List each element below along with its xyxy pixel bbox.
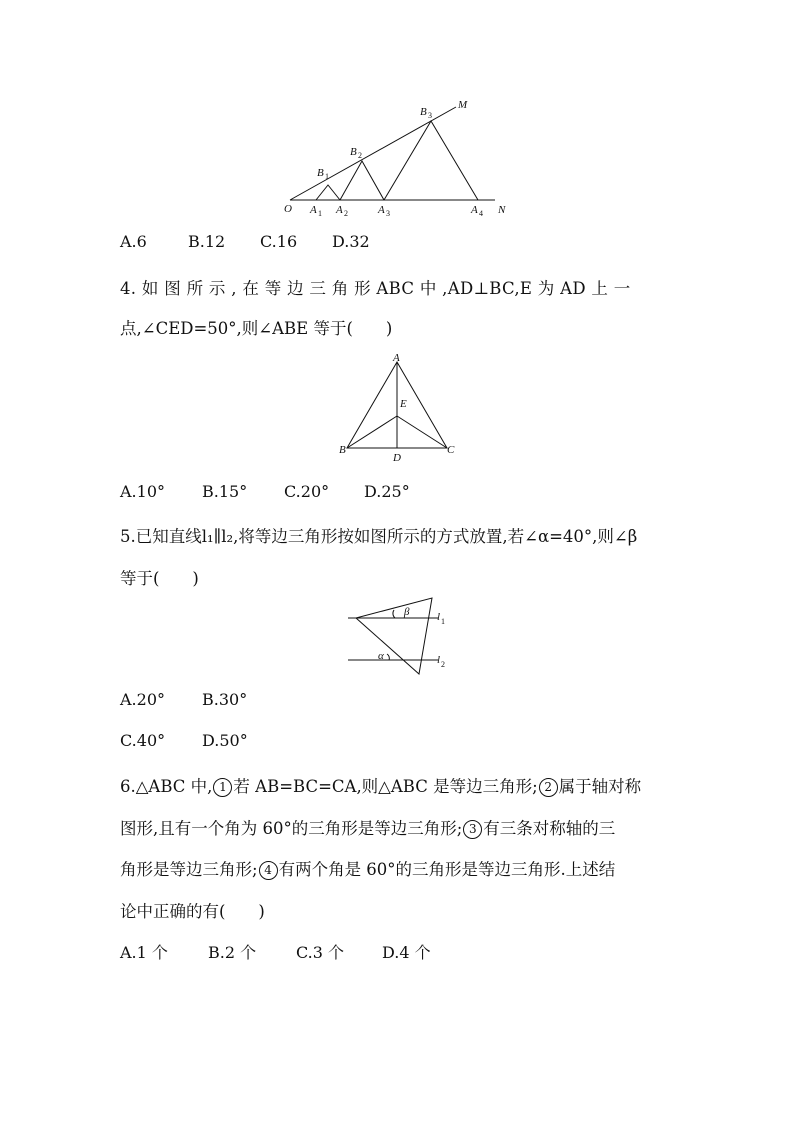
q6-option-c[interactable]: C.3 个 [296,943,345,962]
svg-text:l: l [437,611,441,623]
svg-text:l: l [437,654,441,666]
svg-text:A: A [393,352,400,364]
svg-text:2: 2 [441,660,445,669]
svg-text:4: 4 [479,209,483,218]
svg-text:3: 3 [428,111,432,120]
q6-stem-line3 [120,856,680,880]
q6-option-a[interactable]: A.1 个 [120,943,168,962]
q6-marker-2: 2 [539,778,558,797]
figure-q5-parallel-lines-triangle [340,590,460,680]
q4-options [120,482,410,501]
svg-text:A: A [310,204,317,216]
svg-text:E: E [400,398,407,410]
q6-marker-4: 4 [259,861,278,880]
q5-stem-line2: 等于( ) [120,569,199,588]
q6-line1-prefix: 6.△ABC 中, [120,777,213,796]
q5-options-row1 [120,690,247,709]
svg-text:1: 1 [441,617,445,626]
svg-text:A: A [336,204,343,216]
q5-stem-line1: 5.已知直线l₁∥l₂,将等边三角形按如图所示的方式放置,若∠α=40°,则∠β [120,527,638,546]
svg-text:1: 1 [318,209,322,218]
q4-option-d[interactable]: D.25° [364,482,410,501]
q3-options [120,232,370,251]
svg-text:B: B [339,444,346,456]
q6-option-b[interactable]: B.2 个 [208,943,257,962]
q5-options-row2 [120,731,248,750]
svg-text:β: β [404,606,410,618]
q3-option-c[interactable]: C.16 [260,232,298,251]
figure-q3-triangles [280,95,520,225]
q6-line3-a: 角形是等边三角形; [120,860,258,879]
q4-option-b[interactable]: B.15° [202,482,248,501]
q5-option-a[interactable]: A.20° [120,690,165,709]
svg-text:1: 1 [325,172,329,181]
svg-text:A: A [378,204,385,216]
q6-marker-3: 3 [463,820,482,839]
q4-stem-line2: 点,∠CED=50°,则∠ABE 等于( ) [120,319,393,338]
q6-line3-b: 有两个角是 60°的三角形是等边三角形.上述结 [278,860,616,879]
q6-stem-line1 [120,773,680,797]
q6-stem-line2 [120,815,680,839]
q4-option-a[interactable]: A.10° [120,482,165,501]
q5-option-d[interactable]: D.50° [202,731,248,750]
q6-stem-line4: 论中正确的有( ) [120,902,265,921]
svg-text:2: 2 [358,151,362,160]
q6-line1-b: 属于轴对称 [558,777,642,796]
svg-text:M: M [458,99,468,111]
q6-line1-a: 若 AB=BC=CA,则△ABC 是等边三角形; [233,777,538,796]
q4-stem-line1: 4. 如 图 所 示 , 在 等 边 三 角 形 ABC 中 ,AD⊥BC,E 为 AD 上 一 [120,279,631,298]
q3-option-d[interactable]: D.32 [332,232,370,251]
q5-option-c[interactable]: C.40° [120,731,166,750]
svg-text:3: 3 [386,209,390,218]
q5-option-b[interactable]: B.30° [202,690,248,709]
svg-text:C: C [447,444,455,456]
q6-option-d[interactable]: D.4 个 [382,943,431,962]
svg-text:D: D [393,452,401,464]
q3-option-a[interactable]: A.6 [120,232,147,251]
q6-options [120,940,431,963]
svg-text:B: B [350,146,357,158]
q6-marker-1: 1 [213,778,232,797]
figure-q4-equilateral-triangle [335,350,465,465]
svg-text:A: A [471,204,478,216]
svg-text:2: 2 [344,209,348,218]
svg-text:B: B [420,106,427,118]
svg-text:N: N [498,204,506,216]
q6-line2-a: 图形,且有一个角为 60°的三角形是等边三角形; [120,819,463,838]
svg-text:α: α [378,650,384,662]
q6-line2-b: 有三条对称轴的三 [483,819,616,838]
svg-text:B: B [317,167,324,179]
q3-option-b[interactable]: B.12 [188,232,226,251]
q4-option-c[interactable]: C.20° [284,482,330,501]
svg-text:O: O [284,203,292,215]
